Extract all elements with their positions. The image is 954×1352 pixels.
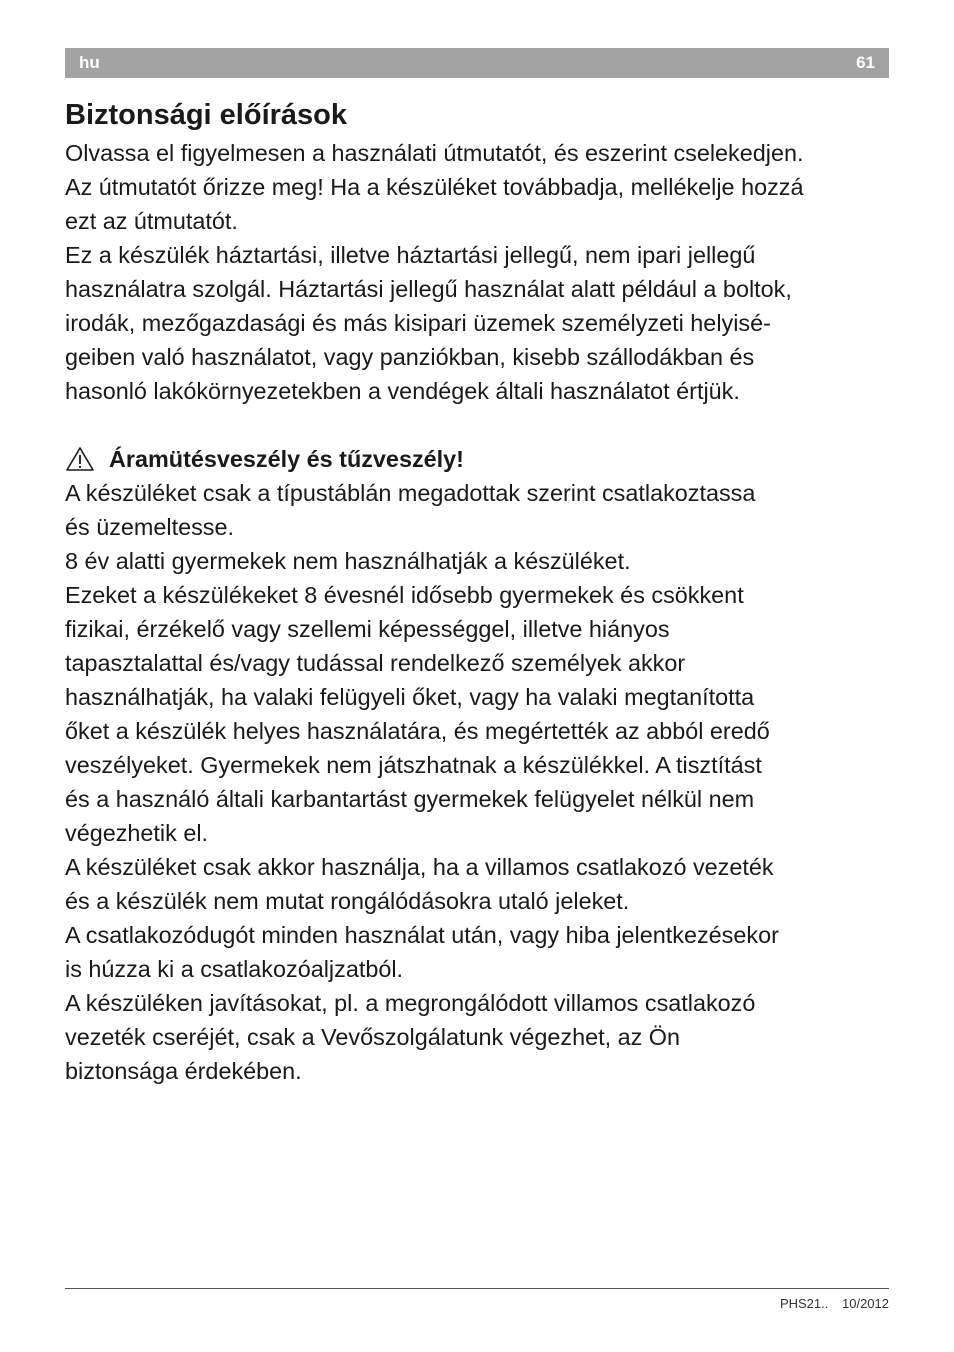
footer-divider: [65, 1288, 889, 1289]
warning-triangle-icon: [65, 446, 95, 472]
intro-paragraph: Olvassa el figyelmesen a használati útmutatót, és eszerint cselekedjen. Az útmutatót őrizze meg! Ha a készüléket továbbadja, mellékelje hozzá ezt az útmutatót.: [65, 140, 804, 234]
intro-paragraph: Ez a készülék háztartási, illetve háztartási jellegű, nem ipari jellegű használatra szolgál. Háztartási jellegű használat alatt például a boltok, irodák, mezőgazdasági és más kisipari üzemek személyzeti helyisé- geiben való használatot, vagy panziókban, kisebb szállodákban és hasonló lakókörnyezetekben a vendégek általi használatot értjük.: [65, 242, 792, 404]
warning-paragraph: A csatlakozódugót minden használat után, vagy hiba jelentkezésekor is húzza ki a csatlakozóaljzatból.: [65, 922, 779, 982]
warning-heading: [65, 442, 891, 476]
page-title: Biztonsági előírások: [65, 99, 348, 131]
warning-paragraph: A készüléket csak a típustáblán megadottak szerint csatlakoztassa és üzemeltesse.: [65, 480, 756, 540]
warning-paragraph: A készüléken javításokat, pl. a megrongálódott villamos csatlakozó vezeték cseréjét, csak a Vevőszolgálatunk végezhet, az Ön biztonsága érdekében.: [65, 990, 756, 1084]
footer: [780, 1296, 889, 1311]
page-header-bar: [65, 48, 889, 78]
footer-model: PHS21..: [779, 1296, 829, 1311]
footer-date: 10/2012: [842, 1296, 889, 1311]
warning-paragraph: 8 év alatti gyermekek nem használhatják a készüléket.: [65, 548, 631, 574]
warning-heading-text: Áramütésveszély és tűzveszély!: [109, 446, 464, 472]
warning-paragraph: A készüléket csak akkor használja, ha a villamos csatlakozó vezeték és a készülék nem mutat rongálódásokra utaló jeleket.: [65, 854, 774, 914]
page-number: 61: [856, 53, 875, 72]
warning-paragraph: Ezeket a készülékeket 8 évesnél idősebb gyermekek és csökkent fizikai, érzékelő vagy szellemi képességgel, illetve hiányos tapasztalattal és/vagy tudással rendelkező személyek akkor használhatják, ha valaki felügyeli őket, vagy ha valaki megtanította őket a készülék helyes használatára, és megértették az abból eredő veszélyeket. Gyermekek nem játszhatnak a készülékkel. A tisztítást és a használó általi karbantartást gyermekek felügyelet nélkül nem végezhetik el.: [65, 582, 770, 846]
section-spacer: [65, 408, 891, 442]
page-content: [65, 94, 891, 1088]
language-code: hu: [79, 53, 100, 72]
